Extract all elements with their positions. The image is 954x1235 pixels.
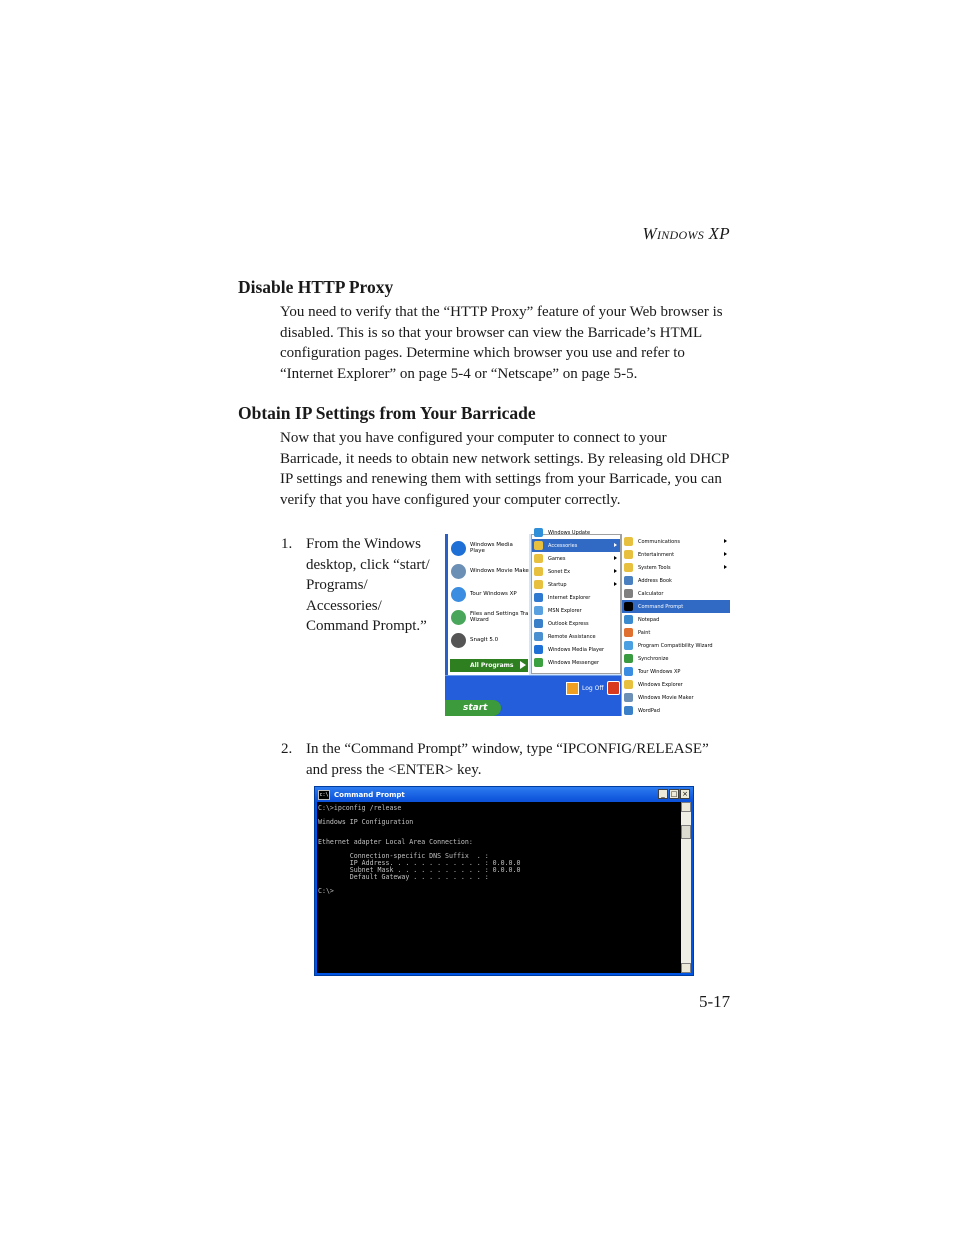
programs-menu-item[interactable] [532, 604, 620, 617]
programs-menu-item[interactable] [532, 643, 620, 656]
menu-item-label: System Tools [638, 564, 671, 571]
programs-menu-item[interactable] [532, 552, 620, 565]
text-line: and press the <ENTER> key. [306, 761, 482, 778]
window-controls [658, 789, 690, 799]
step-number: 1. [281, 536, 293, 552]
arrow-right-icon [520, 661, 526, 669]
running-head-suffix: XP [704, 224, 730, 243]
program-icon [624, 654, 633, 663]
start-menu-edge [445, 534, 448, 675]
program-icon [534, 658, 543, 667]
programs-menu-item[interactable] [532, 565, 620, 578]
text-line: Command Prompt.” [306, 618, 427, 634]
accessories-menu-item[interactable] [622, 665, 730, 678]
program-icon [534, 528, 543, 537]
program-icon [624, 576, 633, 585]
programs-menu-item[interactable] [532, 630, 620, 643]
paragraph-disable-http-proxy [280, 302, 735, 384]
program-icon [534, 619, 543, 628]
text-line: IP settings and renewing them with settings from your Barricade, you can [280, 471, 722, 487]
start-menu-footer [445, 675, 621, 701]
pinned-item[interactable]: Windows Movie Make [451, 561, 529, 581]
programs-menu-item[interactable] [532, 539, 620, 552]
programs-menu-item[interactable] [532, 617, 620, 630]
submenu-arrow-icon [724, 565, 727, 569]
menu-item-label: Command Prompt [638, 603, 684, 610]
menu-item-label: WordPad [638, 707, 660, 714]
console-line: Subnet Mask . . . . . . . . . . . : 0.0.0.0 [318, 866, 521, 875]
program-icon [624, 628, 633, 637]
console-line: Default Gateway . . . . . . . . . : [318, 872, 489, 881]
close-button[interactable]: × [680, 789, 690, 799]
console-line [318, 826, 681, 833]
programs-menu-item[interactable] [532, 656, 620, 669]
accessories-menu-item[interactable] [622, 548, 730, 561]
programs-menu-item[interactable] [532, 526, 620, 539]
menu-item-label: Outlook Express [548, 620, 589, 627]
menu-item-label: Accessories [548, 542, 578, 549]
paragraph-obtain-ip-settings [280, 428, 735, 510]
tour-xp-icon [451, 587, 466, 602]
program-icon [534, 593, 543, 602]
program-icon [624, 680, 633, 689]
accessories-menu-item[interactable] [622, 535, 730, 548]
accessories-menu-item[interactable] [622, 678, 730, 691]
taskbar [445, 700, 621, 716]
programs-menu-item[interactable] [532, 591, 620, 604]
text-line: In the “Command Prompt” window, type “IPCONFIG/RELEASE” [306, 741, 709, 757]
menu-item-label: Windows Update [548, 529, 591, 536]
section-heading-disable-http-proxy: Disable HTTP Proxy [238, 277, 394, 297]
scroll-down-icon[interactable] [681, 963, 691, 973]
program-icon [534, 567, 543, 576]
accessories-menu-item[interactable] [622, 600, 730, 613]
running-head [642, 224, 730, 244]
submenu-arrow-icon [614, 543, 617, 547]
accessories-menu-item[interactable] [622, 704, 730, 717]
submenu-arrow-icon [724, 552, 727, 556]
accessories-menu-item[interactable] [622, 626, 730, 639]
text-line: From the Windows [306, 536, 421, 552]
program-icon [624, 563, 633, 572]
console-line: Ethernet adapter Local Area Connection: [318, 838, 473, 847]
command-prompt-window [314, 786, 694, 976]
console-line: Windows IP Configuration [318, 817, 414, 826]
window-title: Command Prompt [334, 790, 405, 799]
files-settings-icon [451, 610, 466, 625]
text-line: Now that you have configured your computer to connect to your [280, 430, 667, 446]
program-icon [624, 602, 633, 611]
accessories-menu-item[interactable] [622, 652, 730, 665]
snagit-icon [451, 633, 466, 648]
title-bar [315, 787, 693, 802]
program-icon [534, 554, 543, 563]
pinned-item[interactable]: SnagIt 5.0 [451, 630, 498, 650]
menu-item-label: Communications [638, 538, 681, 545]
menu-item-label: Startup [548, 581, 567, 588]
menu-item-label: Calculator [638, 590, 664, 597]
menu-item-label: Paint [638, 629, 651, 636]
step-number: 2. [281, 741, 293, 757]
text-line: desktop, click “start/ [306, 556, 430, 573]
program-icon [534, 606, 543, 615]
console-icon: c:\ [319, 791, 329, 798]
menu-item-label: Notepad [638, 616, 660, 623]
shutdown-icon[interactable] [607, 681, 620, 695]
menu-item-label: Synchronize [638, 655, 669, 662]
text-line: You need to verify that the “HTTP Proxy” feature of your Web browser is [280, 304, 723, 320]
program-icon [624, 550, 633, 559]
menu-item-label: Sonet Ex [548, 568, 571, 575]
menu-item-label: Program Compatibility Wizard [638, 642, 713, 649]
console-output[interactable] [317, 802, 681, 973]
accessories-menu-item[interactable] [622, 561, 730, 574]
start-menu-left-pane [445, 534, 529, 675]
menu-item-label: Windows Explorer [638, 681, 683, 688]
scroll-up-icon[interactable] [681, 802, 691, 812]
accessories-menu-item[interactable] [622, 639, 730, 652]
maximize-button[interactable]: □ [670, 790, 678, 798]
page-number: 5-17 [699, 992, 731, 1011]
text-line: verify that you have configured your computer correctly. [280, 491, 621, 508]
accessories-menu-item[interactable] [622, 691, 730, 704]
program-icon [624, 667, 633, 676]
menu-item-label: Games [548, 555, 566, 562]
menu-item-label: Remote Assistance [548, 633, 596, 640]
programs-menu-item[interactable] [532, 578, 620, 591]
text-line: Barricade, it needs to obtain new network settings. By releasing old DHCP [280, 450, 730, 467]
program-icon [534, 580, 543, 589]
start-button[interactable]: start [445, 700, 501, 716]
submenu-arrow-icon [614, 569, 617, 573]
start-menu-screenshot [445, 529, 730, 716]
menu-item-label: Windows Movie Maker [638, 694, 694, 701]
text-line: “Internet Explorer” on page 5-4 or “Netscape” on page 5-5. [280, 365, 638, 382]
menu-item-label: Entertainment [638, 551, 675, 558]
text-line: Programs/ [306, 577, 368, 593]
console-line [318, 881, 681, 888]
accessories-menu-item[interactable] [622, 574, 730, 587]
program-icon [624, 706, 633, 715]
program-icon [534, 632, 543, 641]
menu-item-label: Internet Explorer [548, 594, 591, 601]
running-head-smallcaps: INDOWS [656, 228, 705, 242]
log-off-icon [566, 682, 579, 695]
menu-item-label: Windows Media Player [548, 646, 605, 653]
console-line: C:\>ipconfig /release [318, 804, 402, 812]
submenu-arrow-icon [724, 539, 727, 543]
program-icon [624, 537, 633, 546]
program-icon [534, 541, 543, 550]
pinned-item[interactable]: Tour Windows XP [451, 584, 517, 604]
pinned-item[interactable]: Windows Media Playe [451, 538, 529, 558]
menu-item-label: Windows Messenger [548, 659, 600, 666]
minimize-button[interactable]: _ [658, 789, 668, 799]
accessories-submenu [621, 534, 730, 716]
menu-item-label: Address Book [638, 577, 672, 584]
log-off-button[interactable]: Log Off [566, 682, 603, 695]
running-head-initial: W [642, 224, 657, 243]
menu-item-label: Tour Windows XP [638, 668, 681, 675]
text-line: disabled. This is so that your browser can view the Barricade’s HTML [280, 324, 703, 341]
step-1-text [306, 534, 430, 637]
vertical-scrollbar[interactable] [681, 802, 691, 973]
console-line: Connection-specific DNS Suffix . : [318, 852, 489, 861]
submenu-arrow-icon [614, 556, 617, 560]
text-line: Accessories/ [306, 597, 382, 614]
program-icon [534, 645, 543, 654]
program-icon [624, 641, 633, 650]
program-icon [624, 615, 633, 624]
media-player-icon [451, 541, 466, 556]
accessories-menu-item[interactable] [622, 613, 730, 626]
menu-item-label: MSN Explorer [548, 607, 582, 614]
section-heading-obtain-ip-settings: Obtain IP Settings from Your Barricade [238, 403, 536, 423]
console-line: IP Address. . . . . . . . . . . . : 0.0.0.0 [318, 859, 521, 868]
all-programs-button[interactable]: All Programs [450, 659, 528, 672]
submenu-arrow-icon [614, 582, 617, 586]
programs-submenu [531, 529, 621, 674]
accessories-menu-item[interactable] [622, 587, 730, 600]
console-line: C:\> [318, 886, 334, 895]
text-line: configuration pages. Determine which browser you use and refer to [280, 345, 685, 361]
step-2-text [306, 739, 709, 780]
program-icon [624, 693, 633, 702]
movie-maker-icon [451, 564, 466, 579]
pinned-item[interactable]: Files and Settings Tra Wizard [451, 607, 531, 627]
program-icon [624, 589, 633, 598]
scroll-thumb[interactable] [681, 825, 691, 839]
